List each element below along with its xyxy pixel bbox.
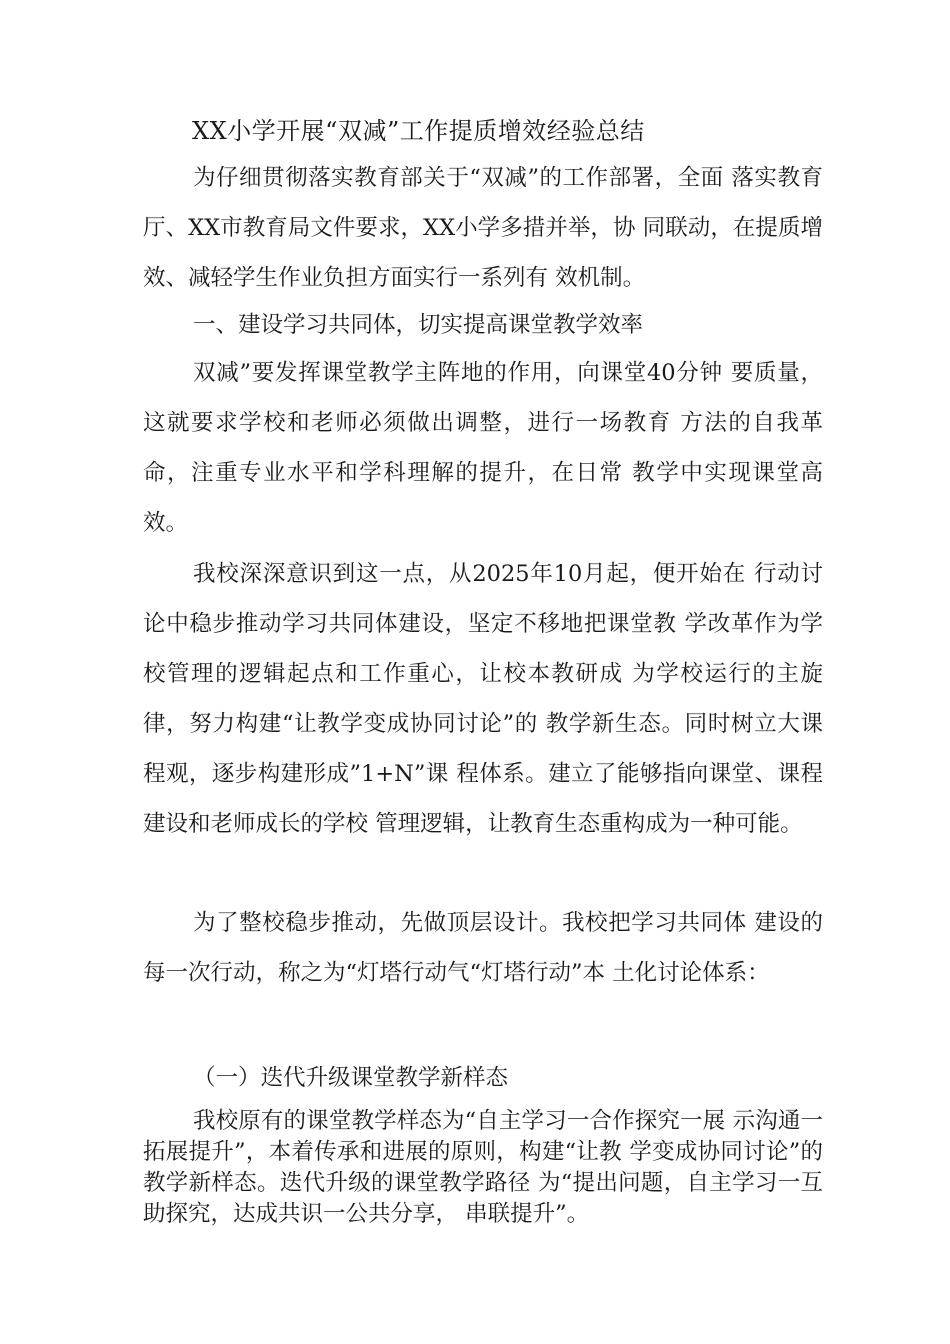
paragraph-2: 我校深深意识到这一点，从2025年10月起，便开始在 行动讨论中稳步推动学习共同体建设，坚定不移地把课堂教 学改革作为学校管理的逻辑起点和工作重心，让校本教研成 为学校运行的主旋律，努力构建“让教学变成协同讨论”的 教学新生态。同时树立大课程观，逐步构建形成”1+N”课 程体系。建立了能够指向课堂、课程建设和老师成长的学校 管理逻辑，让教育生态重构成为一种可能。 bbox=[143, 561, 823, 837]
paragraph-3: 为了整校稳步推动，先做顶层设计。我校把学习共同体 建设的每一次行动，称之为“灯塔行动气“灯塔行动”本 土化讨论体系： bbox=[143, 910, 823, 986]
paragraph-1: 双减”要发挥课堂教学主阵地的作用，向课堂40分钟 要质量，这就要求学校和老师必须做出调整，进行一场教育 方法的自我革命，注重专业水平和学科理解的提升，在日常 教学中实现课堂高效。 bbox=[143, 360, 823, 536]
paragraph-4: 我校原有的课堂教学样态为“自主学习一合作探究一展 示沟通一拓展提升”，本着传承和进展的原则，构建“让教 学变成协同讨论”的教学新样态。迭代升级的课堂教学路径 为“提出问题，自主学习一互助探究，达成共识一公共分享， 串联提升”。 bbox=[143, 1108, 823, 1227]
paragraph-intro: 为仔细贯彻落实教育部关于“双减”的工作部署，全面 落实教育厅、XX市教育局文件要求，XX小学多措并举，协 同联动，在提质增效、减轻学生作业负担方面实行一系列有 效机制。 bbox=[143, 165, 823, 291]
section-heading-1: 一、建设学习共同体，切实提高课堂教学效率 bbox=[193, 312, 644, 338]
document-title: XX小学开展“双减”工作提质增效经验总结 bbox=[192, 117, 645, 145]
subsection-heading-1: （一）迭代升级课堂教学新样态 bbox=[193, 1065, 509, 1091]
